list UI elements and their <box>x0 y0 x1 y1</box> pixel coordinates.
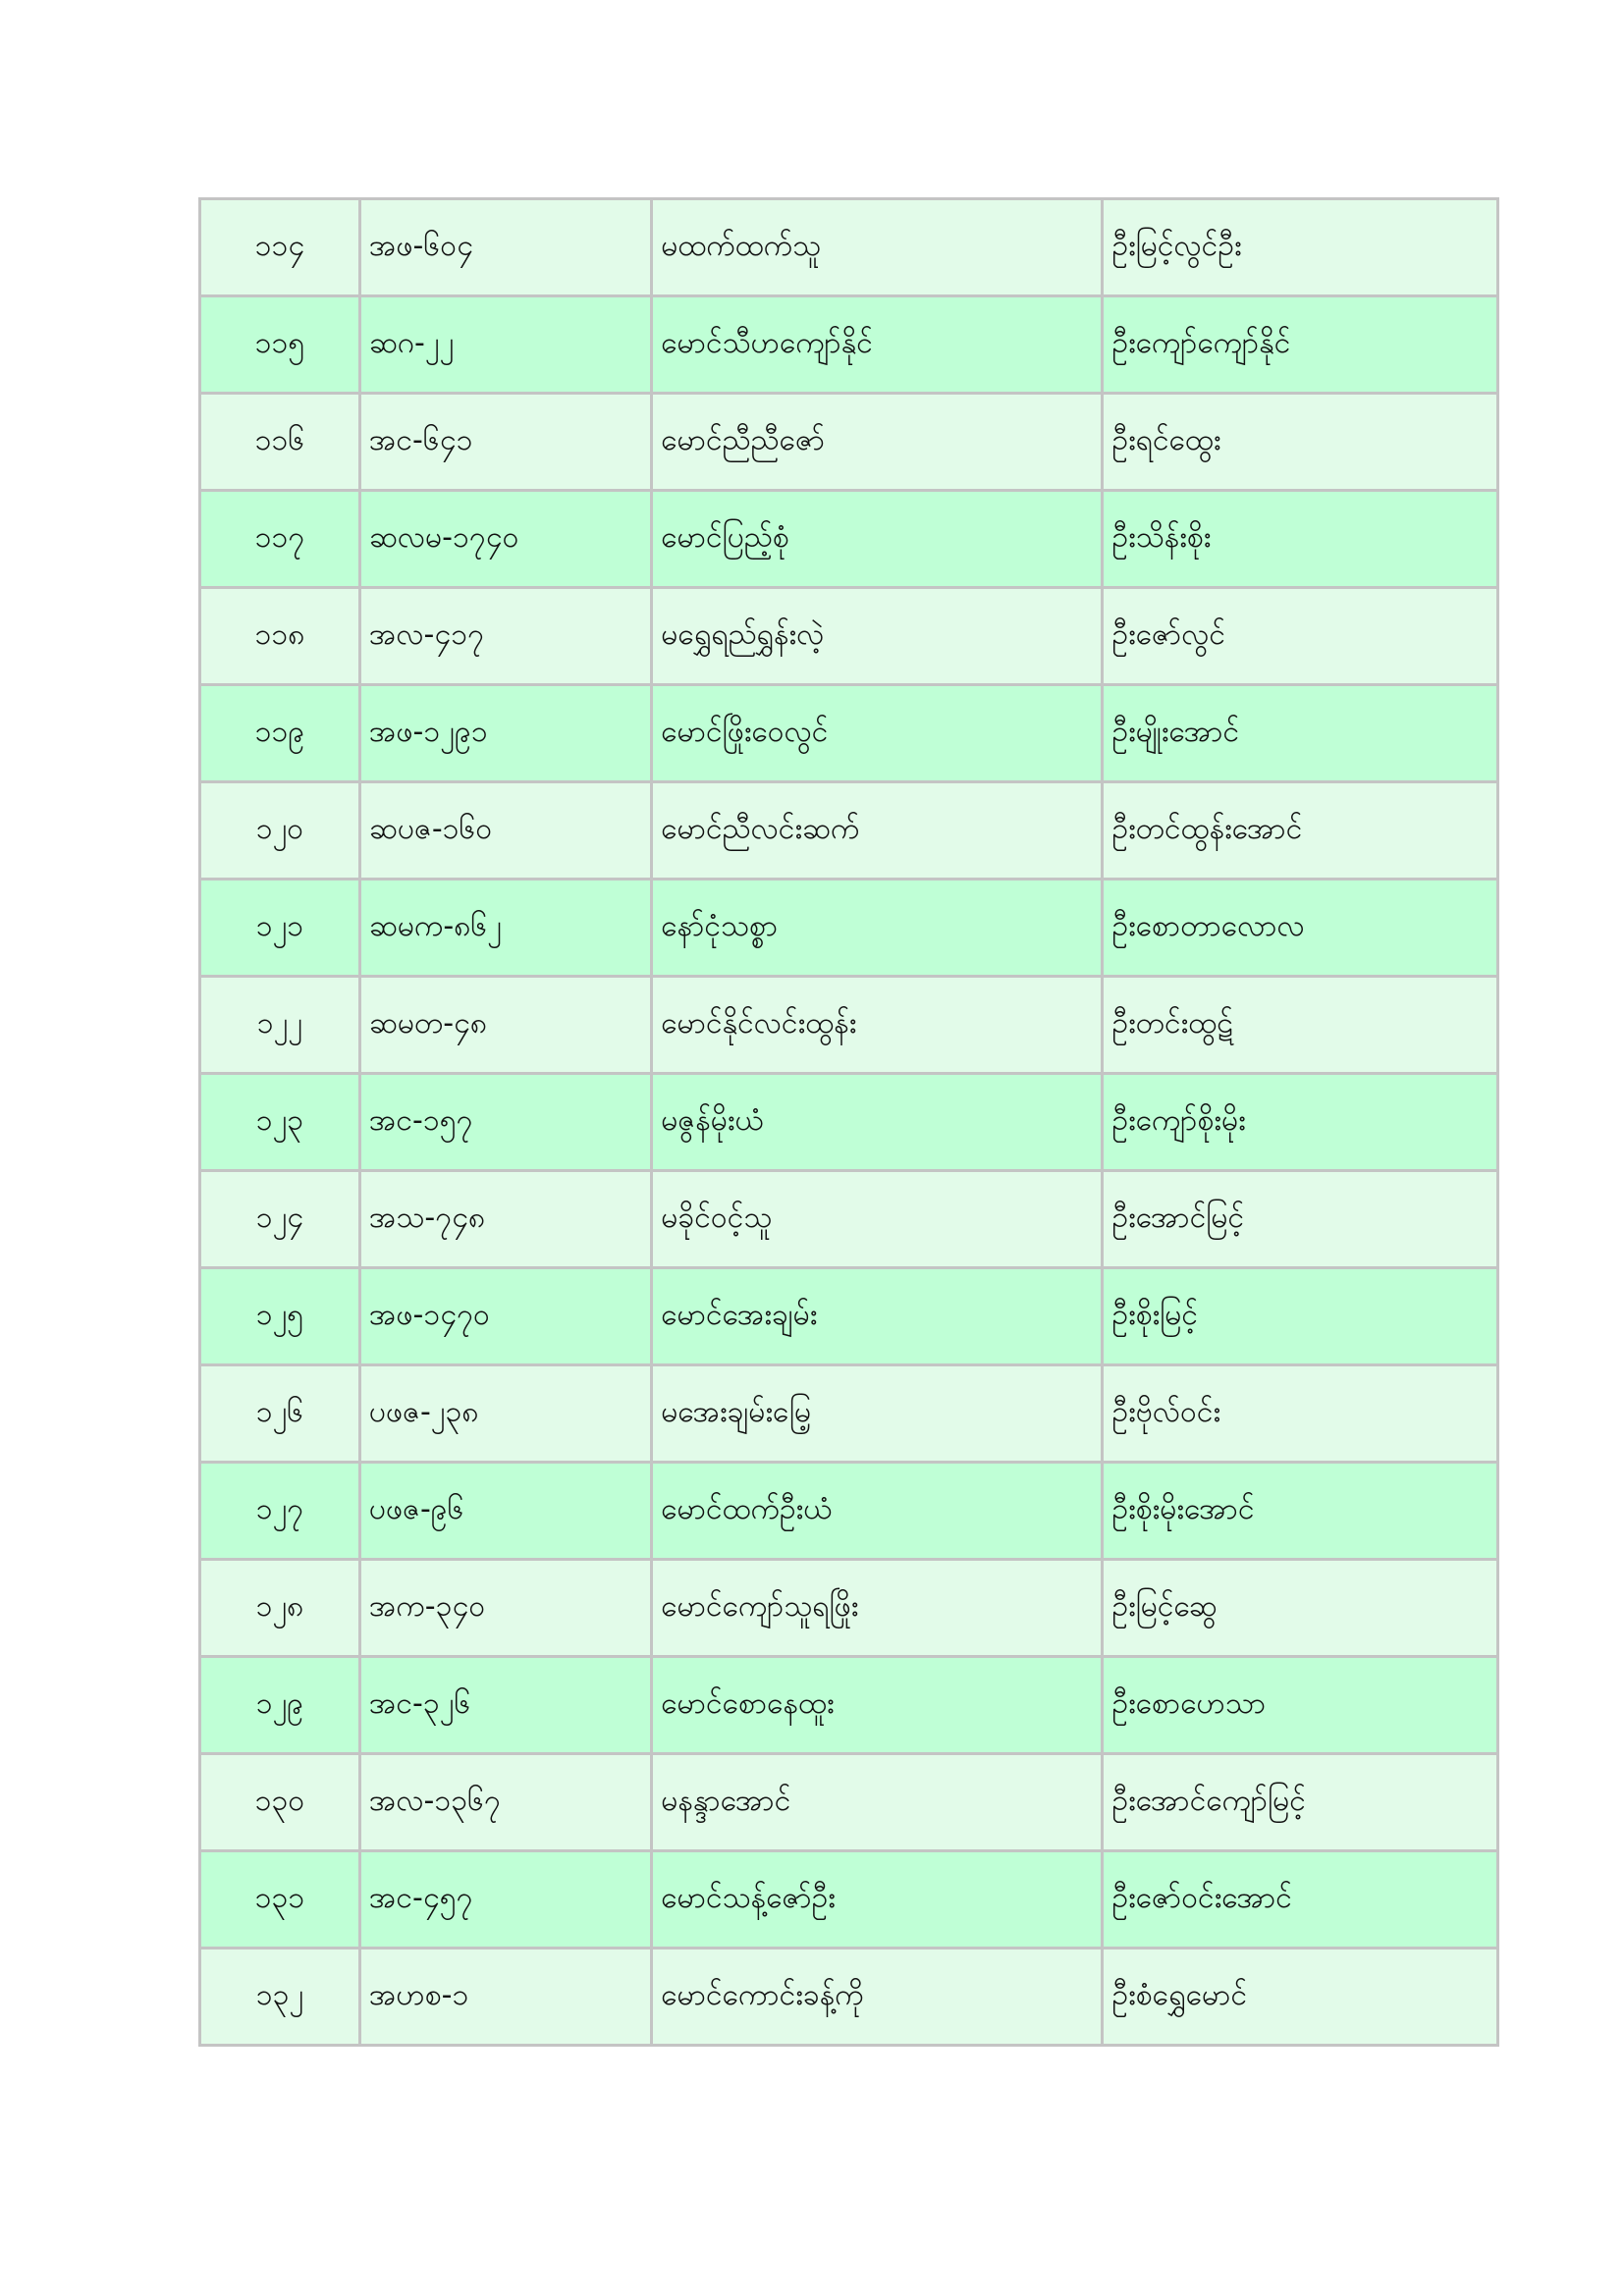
table-row <box>200 1657 1498 1754</box>
row-number-cell: ၁၂၇ <box>200 1463 360 1560</box>
father-name-cell: ဦးစိုးမြင့် <box>1103 1268 1498 1365</box>
table-row <box>200 685 1498 782</box>
table-row <box>200 1560 1498 1657</box>
student-name-cell: မောင်ဖြိုးဝေလွင် <box>652 685 1103 782</box>
roll-number-cell: အဟစ-၁ <box>359 1949 651 2046</box>
father-name-cell: ဦးဇော်လွင် <box>1103 588 1498 685</box>
row-number-cell: ၁၂၂ <box>200 977 360 1074</box>
father-name-cell: ဦးစောတာလောလ <box>1103 880 1498 977</box>
father-name-cell: ဦးမြင့်ဆွေ <box>1103 1560 1498 1657</box>
roll-number-cell: ဆပဇ-၁၆၀ <box>359 782 651 880</box>
table-row <box>200 880 1498 977</box>
row-number-cell: ၁၃၂ <box>200 1949 360 2046</box>
student-name-cell: မအေးချမ်းမြေ့ <box>652 1365 1103 1463</box>
row-number-cell: ၁၂၅ <box>200 1268 360 1365</box>
row-number-cell: ၁၂၁ <box>200 880 360 977</box>
student-list-table <box>198 197 1499 2047</box>
table-row <box>200 199 1498 296</box>
roll-number-cell: အလ-၁၃၆၇ <box>359 1754 651 1851</box>
row-number-cell: ၁၁၉ <box>200 685 360 782</box>
roll-number-cell: အင-၃၂၆ <box>359 1657 651 1754</box>
father-name-cell: ဦးကျော်ကျော်နိုင် <box>1103 296 1498 394</box>
roll-number-cell: အင-၆၄၁ <box>359 394 651 491</box>
row-number-cell: ၁၂၀ <box>200 782 360 880</box>
roll-number-cell: ဆမက-၈၆၂ <box>359 880 651 977</box>
father-name-cell: ဦးအောင်ကျော်မြင့် <box>1103 1754 1498 1851</box>
father-name-cell: ဦးအောင်မြင့် <box>1103 1171 1498 1268</box>
table-row <box>200 782 1498 880</box>
student-name-cell: နော်ငုံသစ္စာ <box>652 880 1103 977</box>
table-row <box>200 977 1498 1074</box>
father-name-cell: ဦးတင်းထွဋ် <box>1103 977 1498 1074</box>
row-number-cell: ၁၁၆ <box>200 394 360 491</box>
table-row <box>200 491 1498 588</box>
father-name-cell: ဦးစိုးမိုးအောင် <box>1103 1463 1498 1560</box>
roll-number-cell: အသ-၇၄၈ <box>359 1171 651 1268</box>
roll-number-cell: အင-၄၅၇ <box>359 1851 651 1949</box>
student-name-cell: မရွှေရည်ရွှန်းလဲ့ <box>652 588 1103 685</box>
roll-number-cell: အဖ-၆၀၄ <box>359 199 651 296</box>
roll-number-cell: အလ-၄၁၇ <box>359 588 651 685</box>
student-name-cell: မောင်နိုင်လင်းထွန်း <box>652 977 1103 1074</box>
row-number-cell: ၁၂၆ <box>200 1365 360 1463</box>
student-name-cell: မောင်ကျော်သူရဖြိုး <box>652 1560 1103 1657</box>
table-row <box>200 296 1498 394</box>
row-number-cell: ၁၃၀ <box>200 1754 360 1851</box>
table-row <box>200 1949 1498 2046</box>
row-number-cell: ၁၁၇ <box>200 491 360 588</box>
row-number-cell: ၁၃၁ <box>200 1851 360 1949</box>
father-name-cell: ဦးသိန်းစိုး <box>1103 491 1498 588</box>
row-number-cell: ၁၁၅ <box>200 296 360 394</box>
table-row <box>200 394 1498 491</box>
student-name-cell: မောင်ထက်ဦးယံ <box>652 1463 1103 1560</box>
student-name-cell: မောင်ညီလင်းဆက် <box>652 782 1103 880</box>
father-name-cell: ဦးဇော်ဝင်းအောင် <box>1103 1851 1498 1949</box>
roll-number-cell: ပဖဇ-၂၃၈ <box>359 1365 651 1463</box>
roll-number-cell: အဖ-၁၄၇၀ <box>359 1268 651 1365</box>
roll-number-cell: ဆဂ-၂၂ <box>359 296 651 394</box>
father-name-cell: ဦးမြင့်လွင်ဦး <box>1103 199 1498 296</box>
student-name-cell: မောင်သီဟကျော်နိုင် <box>652 296 1103 394</box>
student-name-cell: မောင်ကောင်းခန့်ကို <box>652 1949 1103 2046</box>
student-name-cell: မနန္ဒာအောင် <box>652 1754 1103 1851</box>
table-row <box>200 1851 1498 1949</box>
roll-number-cell: အက-၃၄၀ <box>359 1560 651 1657</box>
father-name-cell: ဦးကျော်စိုးမိုး <box>1103 1074 1498 1171</box>
table-body <box>200 199 1498 2046</box>
father-name-cell: ဦးစံရွှေမောင် <box>1103 1949 1498 2046</box>
table-row <box>200 1754 1498 1851</box>
father-name-cell: ဦးစောဟေသာ <box>1103 1657 1498 1754</box>
table-row <box>200 1463 1498 1560</box>
student-name-cell: မောင်သန့်ဇော်ဦး <box>652 1851 1103 1949</box>
father-name-cell: ဦးဗိုလ်ဝင်း <box>1103 1365 1498 1463</box>
student-name-cell: မောင်ပြည့်စုံ <box>652 491 1103 588</box>
father-name-cell: ဦးမျိုးအောင် <box>1103 685 1498 782</box>
table-row <box>200 1268 1498 1365</box>
student-name-cell: မောင်စောနေထူး <box>652 1657 1103 1754</box>
table-row <box>200 1074 1498 1171</box>
table-row <box>200 1365 1498 1463</box>
table-row <box>200 588 1498 685</box>
father-name-cell: ဦးတင်ထွန်းအောင် <box>1103 782 1498 880</box>
table-row <box>200 1171 1498 1268</box>
row-number-cell: ၁၁၈ <box>200 588 360 685</box>
row-number-cell: ၁၂၄ <box>200 1171 360 1268</box>
roll-number-cell: အဖ-၁၂၉၁ <box>359 685 651 782</box>
father-name-cell: ဦးရင်ထွေး <box>1103 394 1498 491</box>
row-number-cell: ၁၂၉ <box>200 1657 360 1754</box>
student-name-cell: မောင်အေးချမ်း <box>652 1268 1103 1365</box>
student-name-cell: မဇွန်မိုးယံ <box>652 1074 1103 1171</box>
row-number-cell: ၁၁၄ <box>200 199 360 296</box>
row-number-cell: ၁၂၃ <box>200 1074 360 1171</box>
row-number-cell: ၁၂၈ <box>200 1560 360 1657</box>
student-name-cell: မထက်ထက်သူ <box>652 199 1103 296</box>
student-name-cell: မောင်ညီညီဇော် <box>652 394 1103 491</box>
student-name-cell: မခိုင်ဝင့်သူ <box>652 1171 1103 1268</box>
roll-number-cell: ဆလမ-၁၇၄၀ <box>359 491 651 588</box>
roll-number-cell: ပဖဇ-၉၆ <box>359 1463 651 1560</box>
roll-number-cell: ဆမတ-၄၈ <box>359 977 651 1074</box>
roll-number-cell: အင-၁၅၇ <box>359 1074 651 1171</box>
